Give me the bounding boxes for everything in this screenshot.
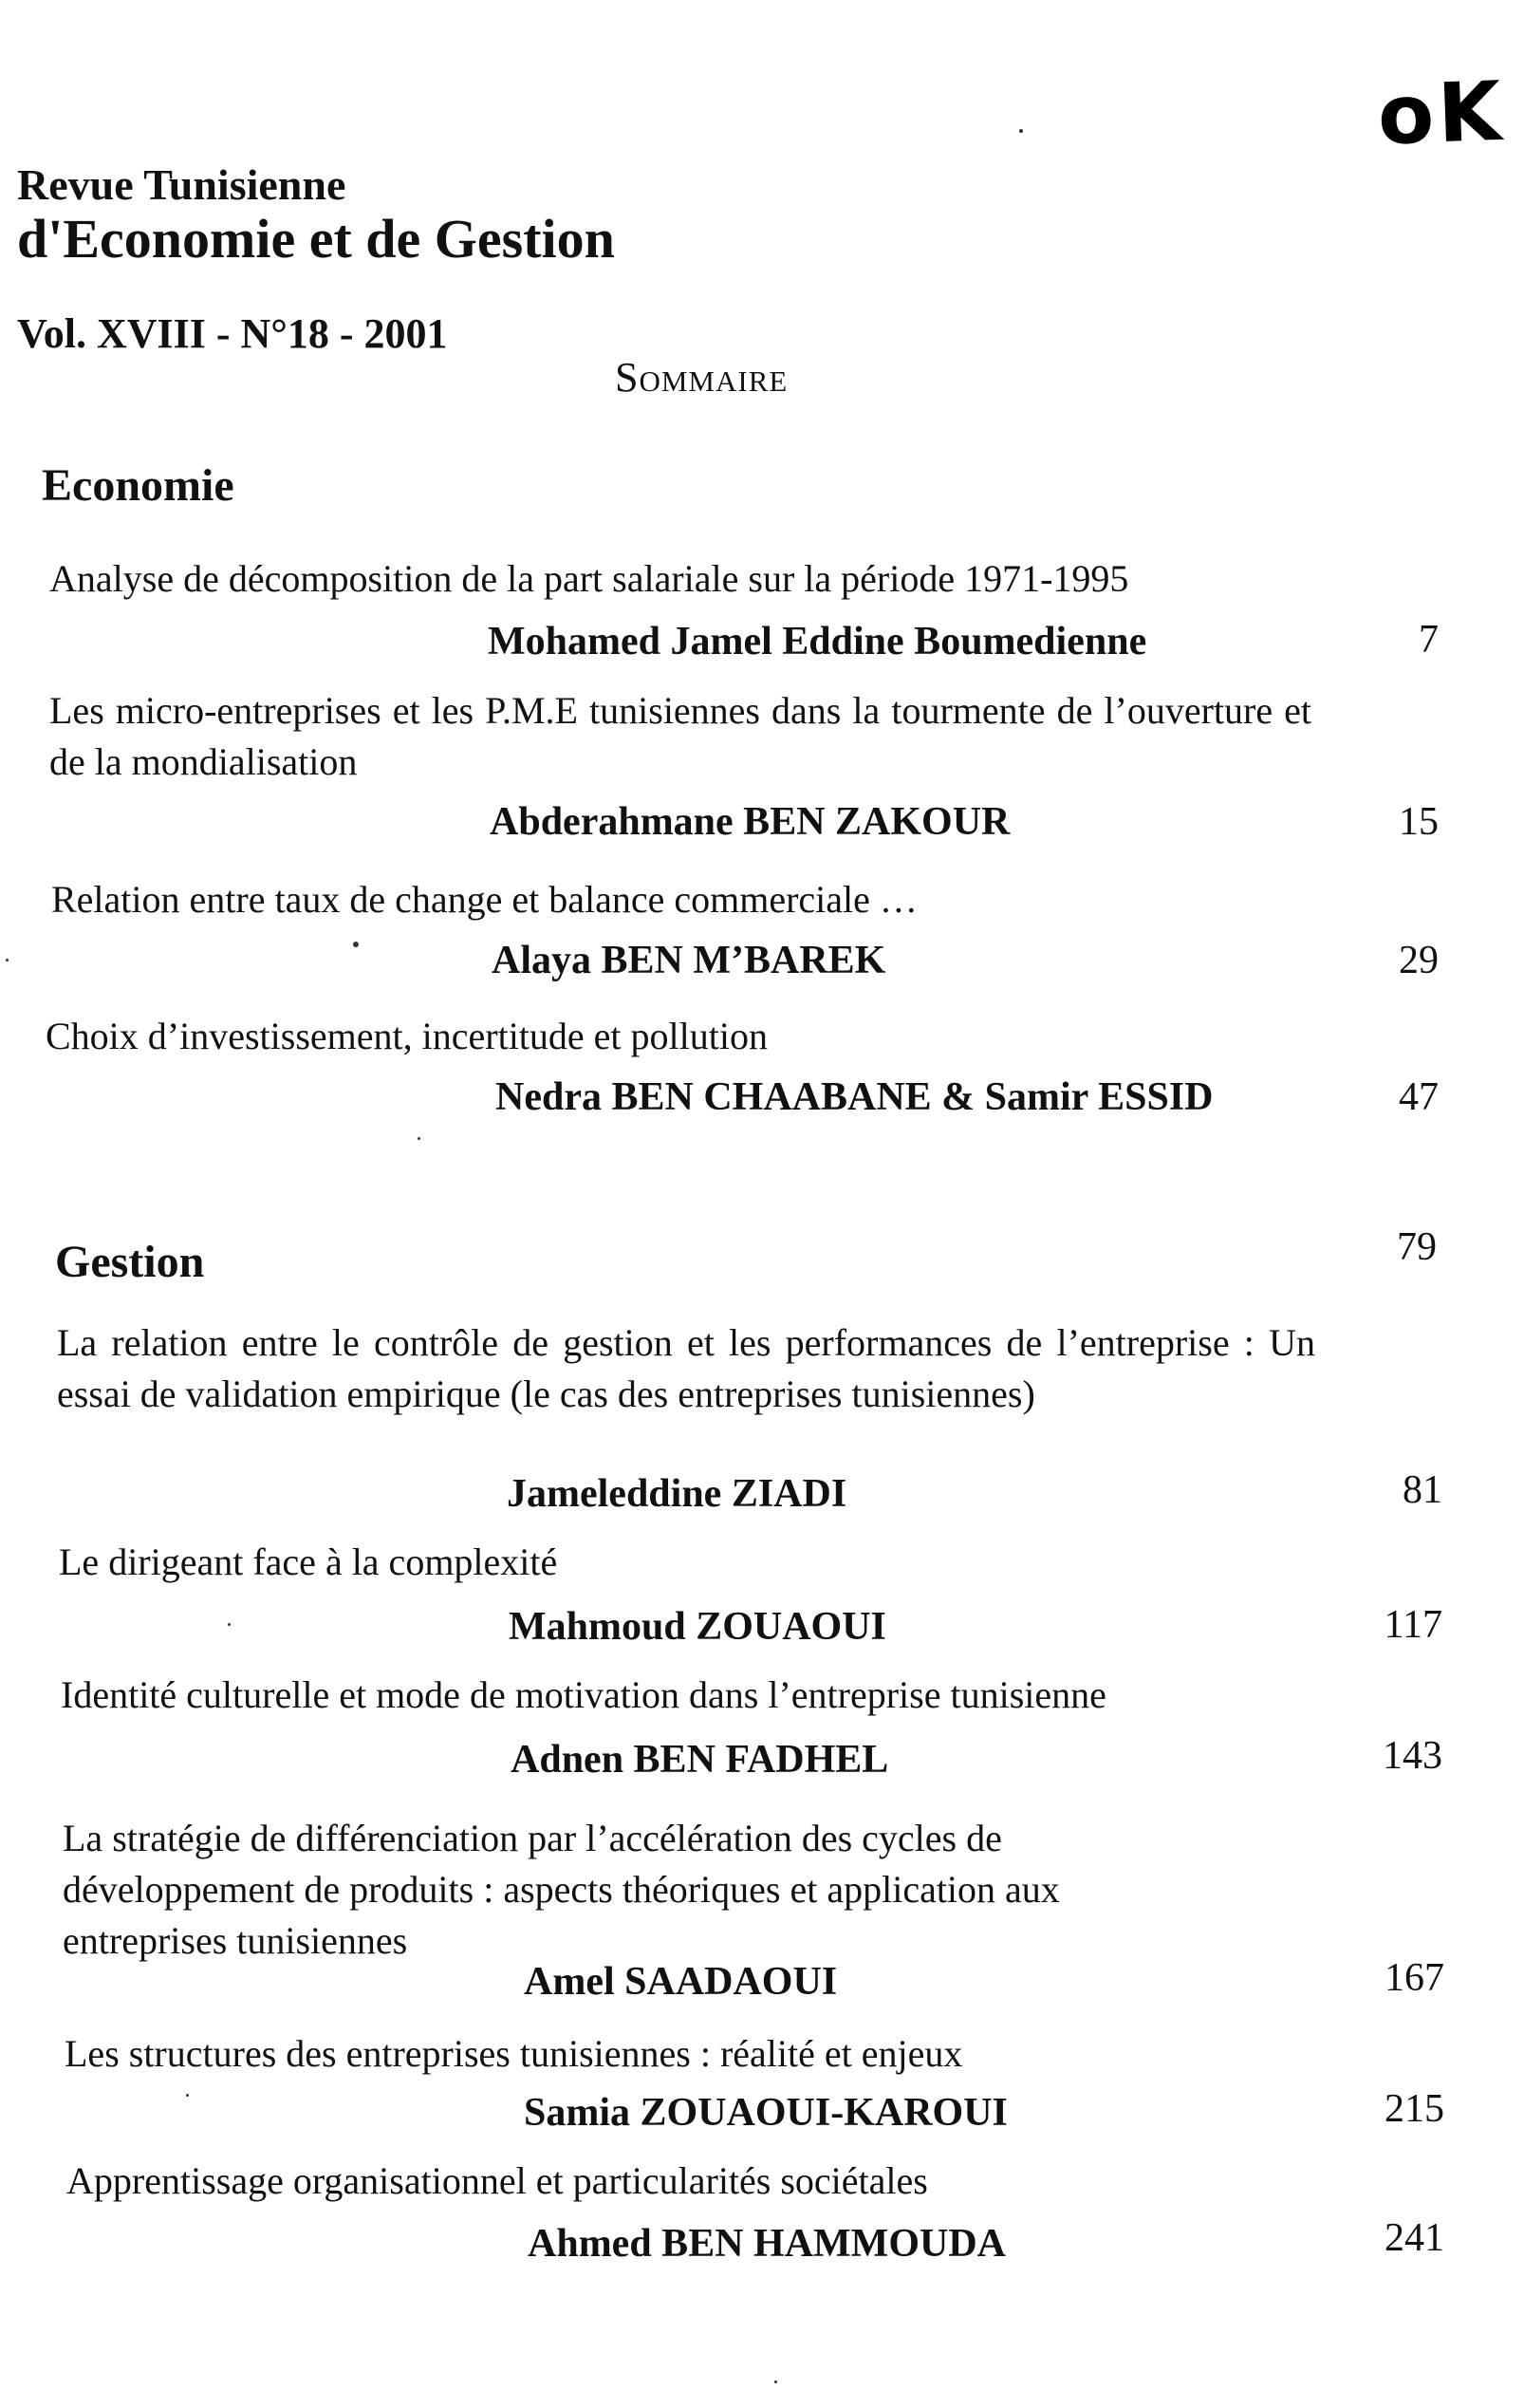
- article-title: Le dirigeant face à la complexité: [59, 1540, 558, 1583]
- article-author: Jameleddine ZIADI: [507, 1472, 847, 1516]
- article-title: Identité culturelle et mode de motivation dans l’entreprise tunisienne: [61, 1673, 1106, 1716]
- article-page-number: 81: [1403, 1468, 1442, 1512]
- article-page-number: 167: [1385, 1956, 1444, 2000]
- article-page-number: 241: [1385, 2216, 1444, 2260]
- article-title: Apprentissage organisationnel et particularités sociétales: [66, 2159, 928, 2202]
- article-page-number: 117: [1384, 1603, 1442, 1647]
- handwritten-ok-mark: oK: [1376, 64, 1507, 164]
- article-title: Analyse de décomposition de la part salariale sur la période 1971-1995: [49, 557, 1129, 600]
- article-author: Amel SAADAOUI: [524, 1960, 838, 2004]
- volume-info: Vol. XVIII - N°18 - 2001: [17, 310, 448, 357]
- scan-speck: [186, 2094, 189, 2097]
- article-author: Mahmoud ZOUAOUI: [509, 1605, 886, 1649]
- article-title: Les structures des entreprises tunisiennes : réalité et enjeux: [65, 2032, 963, 2075]
- section-page-number: 79: [1397, 1225, 1437, 1269]
- scan-speck: [353, 942, 359, 947]
- article-page-number: 143: [1383, 1734, 1442, 1778]
- journal-name-line1: Revue Tunisienne: [17, 160, 346, 209]
- scan-speck: [1019, 129, 1023, 133]
- article-title: Choix d’investissement, incertitude et pollution: [46, 1015, 768, 1057]
- scan-speck: [418, 1137, 420, 1140]
- article-author: Nedra BEN CHAABANE & Samir ESSID: [495, 1075, 1214, 1119]
- article-title: La stratégie de différenciation par l’accélération des cycles de développement de produits : aspects théoriques et application aux entreprises tunisiennes: [63, 1817, 1060, 1962]
- article-title: Relation entre taux de change et balance commerciale …: [51, 878, 918, 921]
- article-author: Ahmed BEN HAMMOUDA: [528, 2222, 1006, 2266]
- section-title-economie: Economie: [42, 460, 234, 511]
- article-author: Adnen BEN FADHEL: [511, 1738, 889, 1782]
- article-page-number: 29: [1399, 939, 1439, 982]
- article-page-number: 15: [1399, 800, 1439, 844]
- article-author: Samia ZOUAOUI-KAROUI: [524, 2091, 1008, 2135]
- table-of-contents-heading: Sommaire: [615, 354, 789, 401]
- article-page-number: 215: [1385, 2087, 1444, 2131]
- article-title: Les micro-entreprises et les P.M.E tunisiennes dans la tourmente de l’ouverture et de la mondialisation: [49, 689, 1311, 783]
- scan-speck: [228, 1623, 231, 1626]
- scan-speck: [6, 959, 9, 961]
- journal-name-line2: d'Economie et de Gestion: [17, 208, 615, 270]
- scan-speck: [774, 2380, 777, 2383]
- article-page-number: 7: [1419, 618, 1439, 662]
- article-author: Abderahmane BEN ZAKOUR: [490, 800, 1011, 844]
- article-title: La relation entre le contrôle de gestion et les performances de l’entreprise : Un essai de validation empirique (le cas des entreprises tunisiennes): [57, 1321, 1315, 1415]
- section-title-gestion: Gestion: [55, 1237, 205, 1287]
- article-author: Alaya BEN M’BAREK: [492, 939, 886, 982]
- article-author: Mohamed Jamel Eddine Boumedienne: [488, 620, 1147, 663]
- article-page-number: 47: [1399, 1075, 1439, 1119]
